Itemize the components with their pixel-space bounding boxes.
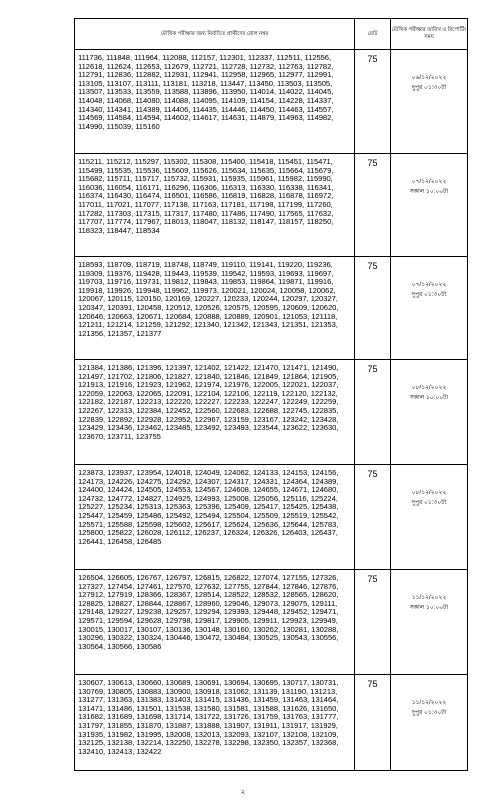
interview-date: ০৭/১২/২০২২: [411, 179, 447, 185]
table-row: [75, 570, 468, 675]
roll-numbers-cell: 115211, 115212, 115297, 115302, 115308, 115400, 115418, 115451, 115471, 115499, 115535, 115536, 115609, 115626, 115634, 115635, 115664, 115679, 115682, 115711, 115717, 115732, 115931, 115935, 115961, 115982, 115990, 116036, 116054, 116171, 116296, 116306, 116313, 116330, 116338, 116341, 116374, 116430, 116474, 116501, 116586, 116819, 116828, 116878, 116972, 117011, 117021, 117077, 117138, 117163, 117181, 117198, 117199, 117260, 117282, 117303, 117315, 117317, 117480, 117486, 117490, 117565, 117632, 117707, 117774, 117967, 118013, 118047, 118132, 118147, 118157, 118250, 118323, 118447, 118534: [75, 154, 355, 257]
schedule-cell: [391, 50, 468, 154]
total-cell: 75: [355, 570, 391, 675]
total-cell: 75: [355, 465, 391, 570]
reporting-time: সকাল ১০:০০টা: [409, 189, 449, 195]
total-cell: 75: [355, 50, 391, 154]
roll-table: [74, 18, 468, 771]
table-row: [75, 257, 468, 360]
reporting-time: সকাল ১০:০০টা: [409, 605, 449, 611]
schedule-cell: [391, 675, 468, 771]
total-cell: 75: [355, 360, 391, 465]
roll-numbers-cell: 130607, 130613, 130660, 130689, 130691, 130694, 130695, 130717, 130731, 130769, 130805, 130883, 130900, 130918, 131062, 131139, 131190, 131213, 131277, 131363, 131383, 131403, 131415, 131436, 131459, 131463, 131464, 131471, 131486, 131501, 131538, 131580, 131581, 131588, 131626, 131650, 131682, 131689, 131698, 131714, 131722, 131726, 131759, 131763, 131777, 131797, 131855, 131870, 131887, 131888, 131907, 131911, 131917, 131929, 131935, 131982, 131995, 132008, 132013, 132093, 132107, 132108, 132109, 132125, 132138, 132214, 132250, 132278, 132298, 132350, 132357, 132368, 132410, 132413, 132422: [75, 675, 355, 771]
header-schedule: মৌখিক পরীক্ষার তারিখ ও রিপোর্টিং সময়: [391, 19, 468, 50]
table-row: [75, 675, 468, 771]
table-row: [75, 465, 468, 570]
reporting-time: দুপুর ০১:৩০টা: [411, 292, 447, 298]
interview-date: ১১/১২/২০২২: [411, 700, 447, 706]
header-rolls: মৌখিক পরীক্ষার জন্য নির্বাচিত প্রার্থীদের রোল নম্বর: [75, 19, 355, 50]
page-number: ২: [240, 789, 246, 796]
interview-date: ১১/১২/২০২২: [411, 595, 447, 601]
roll-numbers-cell: 121384, 121386, 121396, 121397, 121402, 121422, 121470, 121471, 121490, 121497, 121702, 121806, 121827, 121840, 121846, 121849, 121864, 121905, 121913, 121916, 121923, 121962, 121974, 121976, 122005, 122021, 122037, 122059, 122063, 122065, 122091, 122104, 122106, 122119, 122120, 122132, 122182, 122187, 122213, 122220, 122227, 122233, 122247, 122249, 122259, 122267, 122313, 122384, 122452, 122560, 122683, 122688, 122745, 122835, 122839, 122892, 122928, 122952, 122967, 123159, 123167, 123242, 123428, 123429, 123436, 123462, 123485, 123492, 123493, 123544, 123622, 123630, 123670, 123711, 123755: [75, 360, 355, 465]
table-row: [75, 360, 468, 465]
reporting-time: দুপুর ০১:৩০টা: [411, 710, 447, 716]
schedule-cell: [391, 570, 468, 675]
schedule-cell: [391, 465, 468, 570]
total-cell: 75: [355, 675, 391, 771]
roll-numbers-cell: 111736, 111848, 111964, 112088, 112157, 112301, 112337, 112511, 112556, 112618, 112624, 112653, 112679, 112721, 112728, 112732, 112763, 112782, 112791, 112836, 112882, 112931, 112941, 112958, 112965, 112977, 112991, 113105, 113107, 113111, 113181, 113218, 113447, 113450, 113503, 113505, 113507, 113533, 113559, 113588, 113896, 113950, 114014, 114022, 114045, 114048, 114068, 114080, 114088, 114095, 114109, 114154, 114228, 114337, 114340, 114341, 114389, 114406, 114435, 114446, 114450, 114463, 114557, 114569, 114584, 114594, 114602, 114617, 114631, 114879, 114963, 114982, 114990, 115039, 115160: [75, 50, 355, 154]
table-row: [75, 50, 468, 154]
schedule-cell: [391, 154, 468, 257]
reporting-time: দুপুর ০১:৩০টা: [411, 500, 447, 506]
roll-numbers-cell: 123873, 123937, 123954, 124018, 124049, 124062, 124133, 124153, 124156, 124173, 124226, 124275, 124292, 124307, 124317, 124331, 124364, 124389, 124400, 124424, 124505, 124553, 124567, 124608, 124655, 124671, 124680, 124732, 124772, 124827, 124925, 124993, 125008, 125056, 125116, 125224, 125227, 125234, 125313, 125363, 125396, 125409, 125417, 125425, 125438, 125447, 125459, 125486, 125492, 125494, 125504, 125509, 125519, 125542, 125571, 125588, 125598, 125602, 125617, 125624, 125636, 125644, 125783, 125800, 125822, 126028, 126112, 126237, 126324, 126326, 126403, 126437, 126441, 126458, 126485: [75, 465, 355, 570]
roll-numbers-cell: 126504, 126605, 126767, 126797, 126815, 126822, 127074, 127155, 127326, 127327, 127454, 127461, 127570, 127632, 127755, 127844, 127846, 127876, 127912, 127919, 128366, 128367, 128514, 128522, 128532, 128565, 128620, 128825, 128827, 128844, 128867, 128960, 129046, 129073, 129075, 129111, 129148, 129227, 129238, 129257, 129294, 129393, 129448, 129452, 129471, 129571, 129594, 129628, 129798, 129817, 129905, 129911, 129923, 129949, 130015, 130017, 130107, 130136, 130148, 130160, 130262, 130281, 130288, 130296, 130322, 130324, 130446, 130472, 130484, 130525, 130543, 130556, 130564, 130566, 130586: [75, 570, 355, 675]
table-header-row: [75, 19, 468, 50]
header-total: মোট: [355, 19, 391, 50]
table-row: [75, 154, 468, 257]
interview-date: ০৭/১২/২০২২: [411, 282, 447, 288]
interview-date: ০৬/১২/২০২২: [411, 75, 447, 81]
schedule-cell: [391, 257, 468, 360]
total-cell: 75: [355, 257, 391, 360]
interview-date: ০৮/১২/২০২২: [411, 490, 447, 496]
total-cell: 75: [355, 154, 391, 257]
reporting-time: দুপুর ০১:৩০টা: [411, 85, 447, 91]
interview-date: ০৮/১২/২০২২: [411, 385, 447, 391]
schedule-cell: [391, 360, 468, 465]
roll-numbers-cell: 118593, 118709, 118719, 118748, 118749, 119110, 119141, 119220, 119236, 119309, 119376, 119428, 119443, 119539, 119542, 119593, 119693, 119697, 119703, 119716, 119731, 119812, 119843, 119853, 119864, 119871, 119916, 119918, 119926, 119948, 119962, 119973, 120021, 120024, 120058, 120062, 120067, 120115, 120150, 120169, 120227, 120233, 120244, 120297, 120327, 120347, 120391, 120458, 120512, 120526, 120575, 120595, 120609, 120620, 120646, 120663, 120671, 120684, 120888, 120889, 120901, 121053, 121118, 121211, 121214, 121259, 121292, 121340, 121342, 121343, 121351, 121353, 121356, 121357, 121377: [75, 257, 355, 360]
reporting-time: সকাল ১০:০০টা: [409, 395, 449, 401]
